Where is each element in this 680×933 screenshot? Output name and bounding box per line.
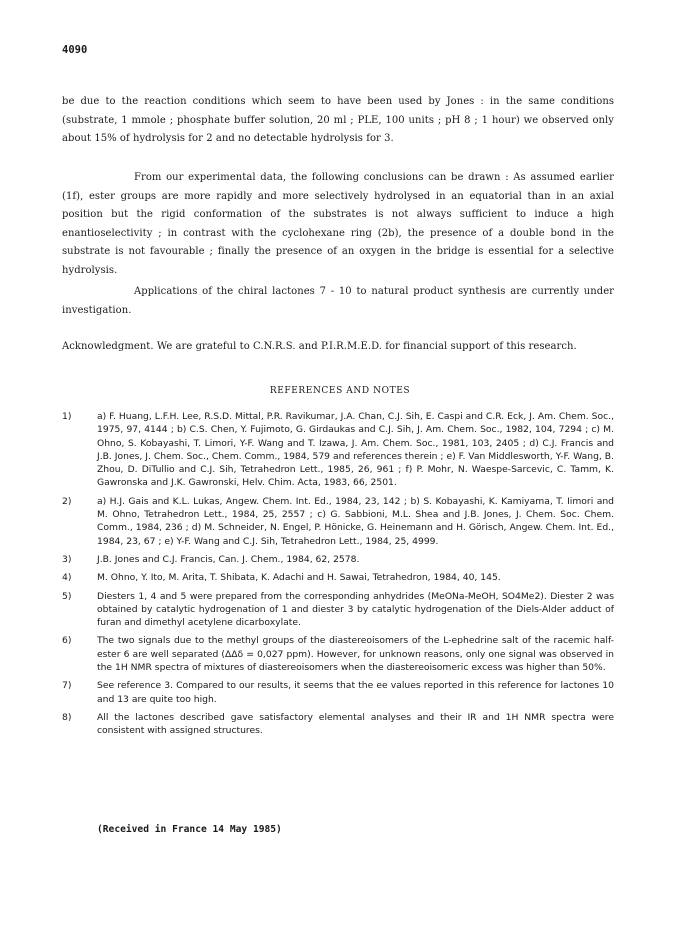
reference-number: 8) bbox=[62, 711, 72, 723]
reference-text: J.B. Jones and C.J. Francis, Can. J. Chem., 1984, 62, 2578. bbox=[97, 553, 360, 565]
reference-number: 4) bbox=[62, 572, 72, 584]
reference-item bbox=[62, 634, 614, 674]
paragraph-applications bbox=[62, 283, 614, 320]
reference-item bbox=[62, 495, 614, 548]
reference-text: Diesters 1, 4 and 5 were prepared from the corresponding anhydrides (MeONa-MeOH, SO4Me2). Diester 2 was obtained by catalytic hydrogenation of 1 and diester 3 by catalytic hydrogenation of the Diels-Alder adduct of furan and dimethyl acetylene dicarboxylate. bbox=[97, 590, 614, 629]
received-date: (Received in France 14 May 1985) bbox=[97, 824, 282, 835]
reference-text: All the lactones described gave satisfactory elemental analyses and their IR and 1H NMR spectra were consistent with assigned structures. bbox=[97, 711, 614, 737]
reference-item bbox=[62, 571, 614, 584]
reference-item bbox=[62, 679, 614, 706]
reference-item bbox=[62, 410, 614, 490]
paragraph-text: From our experimental data, the following conclusions can be drawn : As assumed earlier (1f), ester groups are more rapidly and more selectively hydrolysed in an equatorial than in an axial position but the rigid conformation of the substrates is not always sufficient to induce a high enantioselectivity ; in contrast with the cyclohexane ring (2b), the presence of a double bond in the substrate is not favourable ; finally the presence of an oxygen in the bridge is essential for a selective hydrolysis. bbox=[62, 172, 614, 276]
reference-text: See reference 3. Compared to our results, it seems that the ee values reported in this reference for lactones 10 and 13 are quite too high. bbox=[97, 680, 614, 705]
reference-item bbox=[62, 711, 614, 738]
reference-item bbox=[62, 553, 614, 566]
references-list bbox=[62, 410, 614, 743]
reference-text: M. Ohno, Y. Ito, M. Arita, T. Shibata, K. Adachi and H. Sawai, Tetrahedron, 1984, 40, 145. bbox=[97, 572, 501, 584]
paragraph-text: Applications of the chiral lactones 7 - 10 to natural product synthesis are currently under investigation. bbox=[62, 286, 614, 316]
reference-text: a) H.J. Gais and K.L. Lukas, Angew. Chem. Int. Ed., 1984, 23, 142 ; b) S. Kobayashi, K. Kamiyama, T. Iimori and M. Ohno, Tetrahedron Lett., 1984, 25, 2557 ; c) G. Sabbioni, M.L. Shea and J.B. Jones, J. Chem. Soc. Chem. Comm., 1984, 236 ; d) M. Schneider, N. Engel, P. Hönicke, G. Heinemann and H. Görisch, Angew. Chem. Int. Ed., 1984, 23, 67 ; e) Y-F. Wang and C.J. Sih, Tetrahedron Lett., 1984, 25, 4999. bbox=[97, 495, 614, 547]
reference-number: 2) bbox=[62, 495, 72, 507]
page-number: 4090 bbox=[62, 44, 88, 56]
reference-text: a) F. Huang, L.F.H. Lee, R.S.D. Mittal, P.R. Ravikumar, J.A. Chan, C.J. Sih, E. Caspi and C.R. Eck, J. Am. Chem. Soc., 1975, 97, 4144 ; b) C.S. Chen, Y. Fujimoto, G. Girdaukas and C.J. Sih, J. Am. Chem. Soc., 1982, 104, 7294 ; c) M. Ohno, S. Kobayashi, T. Limori, Y-F. Wang and T. Izawa, J. Am. Chem. Soc., 1981, 103, 2405 ; d) C.J. Francis and J.B. Jones, J. Chem. Soc., Chem. Comm., 1984, 579 and references therein ; e) F. Van Middlesworth, Y-F. Wang, B. Zhou, D. DiTullio and C.J. Sih, Tetrahedron Lett., 1985, 26, 961 ; f) P. Mohr, N. Waespe-Sarcevic, C. Tamm, K. Gawronska and J.K. Gawronski, Helv. Chim. Acta, 1983, 66, 2501. bbox=[97, 411, 614, 489]
reference-number: 3) bbox=[62, 553, 72, 565]
reference-number: 5) bbox=[62, 590, 72, 602]
reference-number: 6) bbox=[62, 635, 72, 647]
paragraph-text: Acknowledgment. We are grateful to C.N.R.S. and P.I.R.M.E.D. for financial support of this research. bbox=[62, 341, 577, 352]
reference-text: The two signals due to the methyl groups of the diastereoisomers of the L-ephedrine salt of the racemic half-ester 6 are well separated (ΔΔδ = 0,027 ppm). However, for unknown reasons, only one signal was observed in the 1H NMR spectra of mixtures of diastereoisomers when the diastereoisomeric excess was higher than 50%. bbox=[97, 635, 614, 674]
paragraph-continuation bbox=[62, 93, 614, 149]
reference-number: 7) bbox=[62, 680, 72, 692]
paragraph-text: be due to the reaction conditions which seem to have been used by Jones : in the same conditions (substrate, 1 mmole ; phosphate buffer solution, 20 ml ; PLE, 100 units ; pH 8 ; 1 hour) we observed only about 15% of hydrolysis for 2 and no detectable hydrolysis for 3. bbox=[62, 96, 614, 144]
references-heading: REFERENCES AND NOTES bbox=[269, 386, 411, 396]
reference-number: 1) bbox=[62, 411, 72, 422]
reference-item bbox=[62, 590, 614, 630]
paragraph-acknowledgment bbox=[62, 338, 614, 357]
paragraph-conclusions bbox=[62, 169, 614, 280]
